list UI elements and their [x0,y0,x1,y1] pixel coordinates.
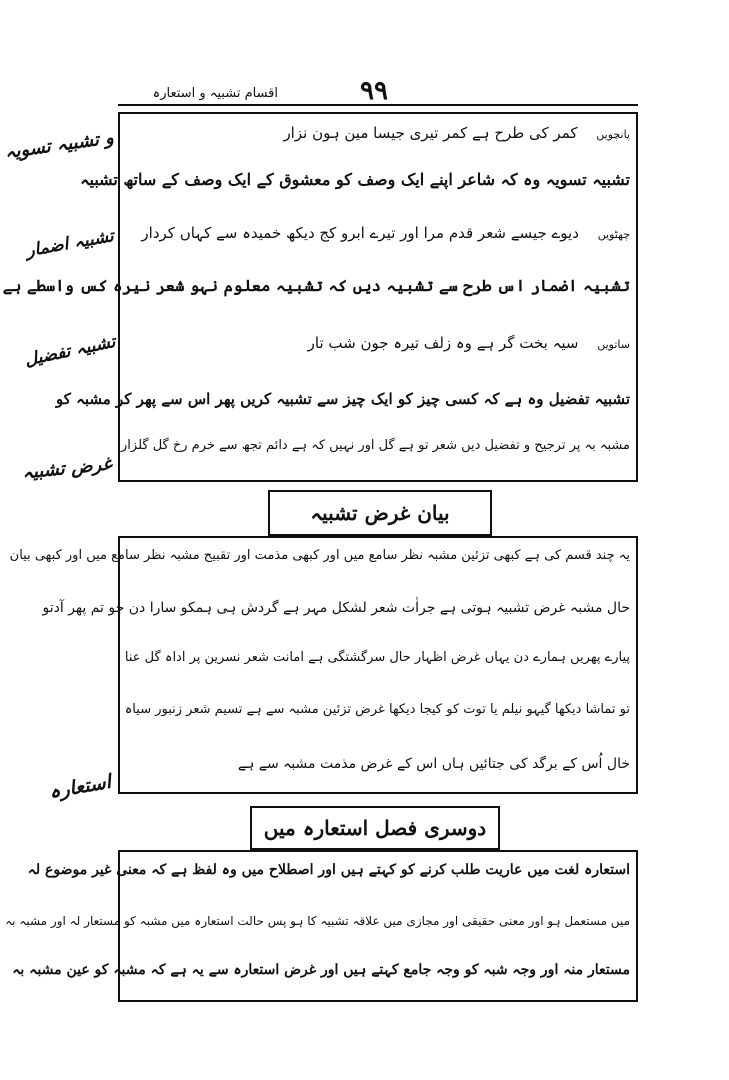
text-line-5 [124,334,630,358]
text-line-2: تشبیہ تسویہ وہ کہ شاعر اپنے ایک وصف کو معشوق کے ایک وصف کے ساتھ تشبیہ [80,170,630,189]
line-label: پانچویں [596,128,630,141]
line-text: سیہ بخت گر ہے وہ زلف تیرہ جون شب تار [307,334,579,352]
page-number: ۹۹ [360,76,388,106]
text-line-3 [124,224,630,248]
header-rule [118,104,638,106]
text-line-1 [124,124,630,148]
text-line-12: خال اُس کے برگد کی جتائیں ہاں اس کے غرض مذمت مشبہ سے ہے [237,756,630,772]
margin-note-tasbih-tafzeel: تشبیہ تفضیل [22,331,118,371]
text-line-11: تو تماشا دیکھا گیہو نیلم یا توت کو کیجا دیکھا غرض تزئین مشبہ سے ہے تسیم شعر زنبور سیاہ [124,702,630,717]
text-line-14: میں مستعمل ہو اور معنی حقیقی اور مجازی میں علاقہ تشبیہ کا ہو پس حالت استعارہ میں مشبہ کو مستعار لہ اور مشبہ بہ [5,914,630,928]
section-heading-doosri-fasl: دوسری فصل استعارہ میں [250,806,500,850]
text-line-8: یہ چند قسم کی ہے کبھی تزئین مشبہ نظر سامع میں اور کبھی مذمت اور تقبیح مشبہ نظر سامع میں اور کبھی بیان [9,548,630,563]
text-line-10: پیارے پھریں ہمارے دن یہاں غرض اظہار حال سرگشتگی ہے امانت شعر نسرین پر اداہ گل عنا [124,650,630,665]
line-label: چھٹویں [597,228,630,241]
line-text: کمر کی طرح ہے کمر تیری جیسا مین ہون نزار [283,124,578,142]
text-line-9: حال مشبہ غرض تشبیہ ہوتی ہے جراٰت شعر لشکل مہر ہے گردش ہی ہمکو سارا دن جو تم پھر آدتو [42,600,630,616]
text-line-7: مشبہ بہ پر ترجیح و تفضیل دیں شعر تو ہے گل اور نہیں کہ ہے دائم تجھ سے خرم رخ گل گلزار [121,438,630,453]
margin-note-istiara: استعارہ [47,770,113,804]
line-label: ساتویں [597,338,630,351]
margin-note-gharaz-tasbih: غرض تشبیہ [21,453,113,484]
running-title: اقسام تشبیہ و استعارہ [152,86,278,101]
text-line-4: تشبیہ اضمار اس طرح سے تشبیہ دیں کہ تشبیہ معلوم نہو شعر نیرہ کس واسطے ہے [2,276,630,295]
text-line-6: تشبیہ تفضیل وہ ہے کہ کسی چیز کو ایک چیز سے تشبیہ کریں پھر اس سے پھر کر مشبہ کو [55,390,630,408]
text-line-15: مستعار منہ اور وجہ شبہ کو وجہ جامع کہتے ہیں اور غرض استعارہ سے یہ ہے کہ مشبہ کو عین مشبہ بہ [12,962,630,978]
section-heading-gharaz-tasbih: بیان غرض تشبیہ [268,490,492,536]
margin-note-tasbih-taswiya: و تشبیہ تسویہ [3,127,115,164]
text-line-13: استعارہ لغت میں عاریت طلب کرنے کو کہتے ہیں اور اصطلاح میں وہ لفظ ہے کہ معنی غیر موضوع لہ [27,862,630,878]
margin-note-tasbih-izmar: تشبیہ اضمار [24,226,116,262]
line-text: دیوے جیسے شعر قدم مرا اور تیرے ابرو کج دیکھ خمیدہ سے کہاں کردار [141,224,579,242]
